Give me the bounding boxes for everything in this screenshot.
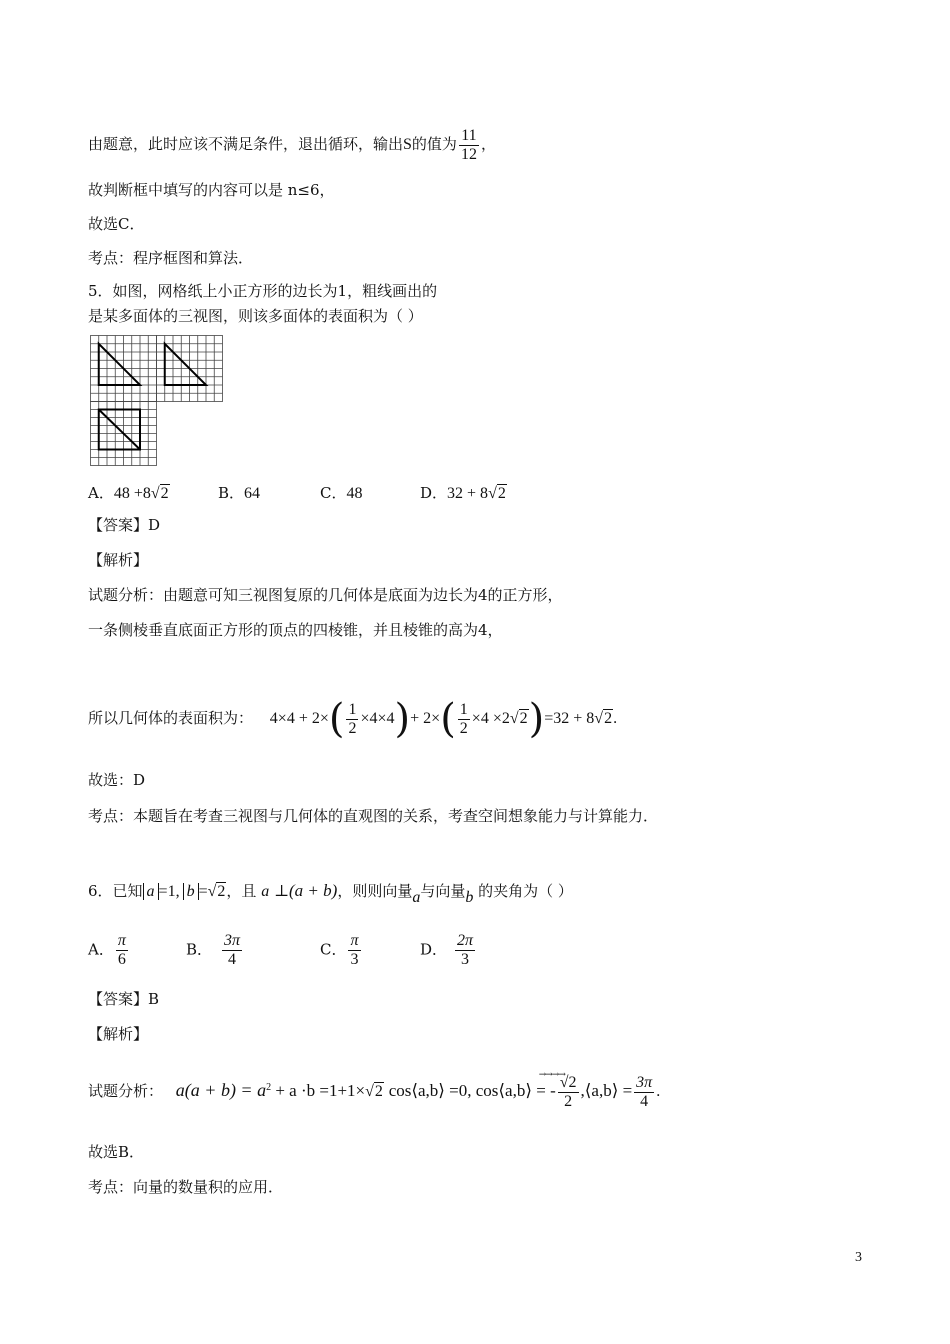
sqrt: √2 <box>488 485 506 502</box>
denominator: 4 <box>640 1092 649 1110</box>
fraction-half <box>458 701 470 738</box>
q5-option-d[interactable] <box>420 482 507 503</box>
vec-b: b <box>465 889 474 906</box>
paren-close: ) <box>394 696 411 742</box>
text: 由题意，此时应该不满足条件，退出循环，输出 <box>88 135 404 153</box>
q5-kaodian: 考点：本题旨在考查三视图与几何体的直观图的关系，考查空间想象能力与计算能力． <box>88 807 659 825</box>
q6-stem <box>88 876 573 906</box>
q6-formula <box>88 1060 660 1116</box>
numerator: π <box>350 932 359 949</box>
label: C． <box>320 940 347 959</box>
label: A． <box>88 940 114 959</box>
text: ，则则向量 <box>337 882 413 900</box>
q6-option-c[interactable] <box>320 932 363 969</box>
denominator: 12 <box>460 145 477 163</box>
text: 的值为 <box>411 135 457 153</box>
value: 32 + 8 <box>447 485 489 502</box>
sqrt: √2 <box>207 883 226 900</box>
radicand: 2 <box>604 710 613 727</box>
perp: ⊥ <box>273 883 290 900</box>
fraction <box>222 932 242 969</box>
fraction <box>634 1074 654 1111</box>
denominator: 2 <box>459 719 468 737</box>
var-s: S <box>403 136 412 153</box>
vec-a: a <box>261 883 270 900</box>
q6-analysis-head: 【解析】 <box>88 1025 149 1043</box>
vector-arrows: →→→→ <box>538 1070 565 1080</box>
label: A． <box>88 484 114 502</box>
cos-expr <box>388 1063 565 1119</box>
formula-part: cos⟨a,b⟩ =0, cos⟨a,b⟩ = - <box>388 1081 556 1100</box>
radicand: 2 <box>160 485 169 502</box>
abs-b: b <box>183 883 199 900</box>
paren-close: ) <box>528 696 545 742</box>
formula-part: ,⟨a,b⟩ = <box>580 1081 633 1100</box>
q6-option-a[interactable] <box>88 932 130 969</box>
fraction <box>348 932 360 969</box>
formula-label: 试题分析： <box>88 1082 164 1100</box>
fraction-11-12 <box>459 127 479 164</box>
formula-part: =32 + 8 <box>544 710 595 727</box>
denominator: 2 <box>564 1092 573 1110</box>
formula-part: a(a + b) = a <box>175 1080 267 1100</box>
formula-part: . <box>613 710 618 727</box>
formula-part: . <box>656 1083 661 1100</box>
vec-a: a <box>412 889 421 906</box>
q6-choose: 故选B． <box>88 1143 145 1161</box>
q5-analysis-head: 【解析】 <box>88 551 149 569</box>
q5-formula <box>88 693 617 743</box>
formula-part: ×4 ×2 <box>471 710 510 727</box>
sqrt: √2 <box>509 710 528 727</box>
three-view-figure <box>90 335 224 467</box>
formula-part: + a ·b =1+1× <box>271 1081 366 1100</box>
q6-answer: 【答案】B <box>88 990 160 1008</box>
sqrt: √2 <box>150 485 169 502</box>
radicand: 2 <box>374 1083 383 1100</box>
numerator: 11 <box>459 127 479 146</box>
q6-kaodian: 考点：向量的数量积的应用． <box>88 1178 284 1196</box>
page-number: 3 <box>855 1250 862 1265</box>
q5-option-b[interactable] <box>218 482 260 503</box>
denominator: 3 <box>461 951 470 968</box>
numerator: 3π <box>636 1073 653 1091</box>
value: 48 <box>346 485 363 502</box>
q5-option-c[interactable] <box>320 482 362 503</box>
q6-option-b[interactable] <box>186 932 244 969</box>
formula-part: ×4×4 <box>360 710 395 727</box>
q5-analysis-1: 试题分析：由题意可知三视图复原的几何体是底面为边长为4的正方形， <box>88 586 563 604</box>
radicand: 2 <box>217 883 226 900</box>
line-output-s <box>88 122 496 166</box>
label: B． <box>218 484 245 502</box>
superscript: 2 <box>266 1082 272 1093</box>
label: B． <box>186 940 213 959</box>
numerator: π <box>117 932 126 949</box>
text: = <box>198 883 208 900</box>
text: 6．已知 <box>88 882 143 900</box>
fraction-half <box>346 701 358 738</box>
line-kaodian-1: 考点：程序框图和算法． <box>88 249 254 267</box>
radicand: 2 <box>519 710 528 727</box>
text: ，且 <box>226 882 257 900</box>
denominator: 2 <box>348 719 357 737</box>
text: =1, <box>158 883 180 900</box>
label: C． <box>320 484 347 502</box>
denominator: 4 <box>228 951 237 968</box>
denominator: 6 <box>117 951 126 968</box>
sqrt: √2 <box>365 1083 383 1100</box>
paren-open: ( <box>440 696 456 742</box>
q5-stem-line2: 是某多面体的三视图，则该多面体的表面积为（ ） <box>88 307 423 325</box>
numerator: √2 <box>559 1073 577 1091</box>
fraction <box>116 932 128 969</box>
sqrt: √2 <box>594 710 613 727</box>
value: 64 <box>244 485 261 502</box>
formula-label: 所以几何体的表面积为： <box>88 709 254 727</box>
paren-expr: (a + b) <box>289 881 338 900</box>
denominator: 3 <box>350 951 359 968</box>
line-judgement: 故判断框中填写的内容可以是 n≤6， <box>88 181 335 199</box>
q5-choose: 故选：D <box>88 771 146 789</box>
q5-answer: 【答案】D <box>88 516 161 534</box>
formula-part: + 2× <box>410 710 441 727</box>
numerator: 3π <box>224 932 241 949</box>
fraction <box>455 932 475 969</box>
paren-open: ( <box>328 696 345 742</box>
label: D． <box>420 484 448 502</box>
formula-part: 4×4 + 2× <box>269 710 329 727</box>
text: ， <box>480 135 496 153</box>
text: 与向量 <box>420 882 466 900</box>
q5-stem-line1: 5．如图，网格纸上小正方形的边长为1，粗线画出的 <box>88 282 438 300</box>
text: 的夹角为（ ） <box>478 882 573 900</box>
value: 48 +8 <box>113 485 151 502</box>
numerator: 1 <box>459 700 468 718</box>
radicand: 2 <box>497 485 506 502</box>
label: D． <box>420 940 448 959</box>
abs-a: a <box>143 883 159 900</box>
q5-analysis-2: 一条侧棱垂直底面正方形的顶点的四棱锥，并且棱锥的高为4， <box>88 621 503 639</box>
line-choose-c: 故选C． <box>88 215 145 233</box>
q5-option-a[interactable] <box>88 482 170 503</box>
numerator: 1 <box>348 700 357 718</box>
numerator: 2π <box>457 932 474 949</box>
q6-option-d[interactable] <box>420 932 477 969</box>
